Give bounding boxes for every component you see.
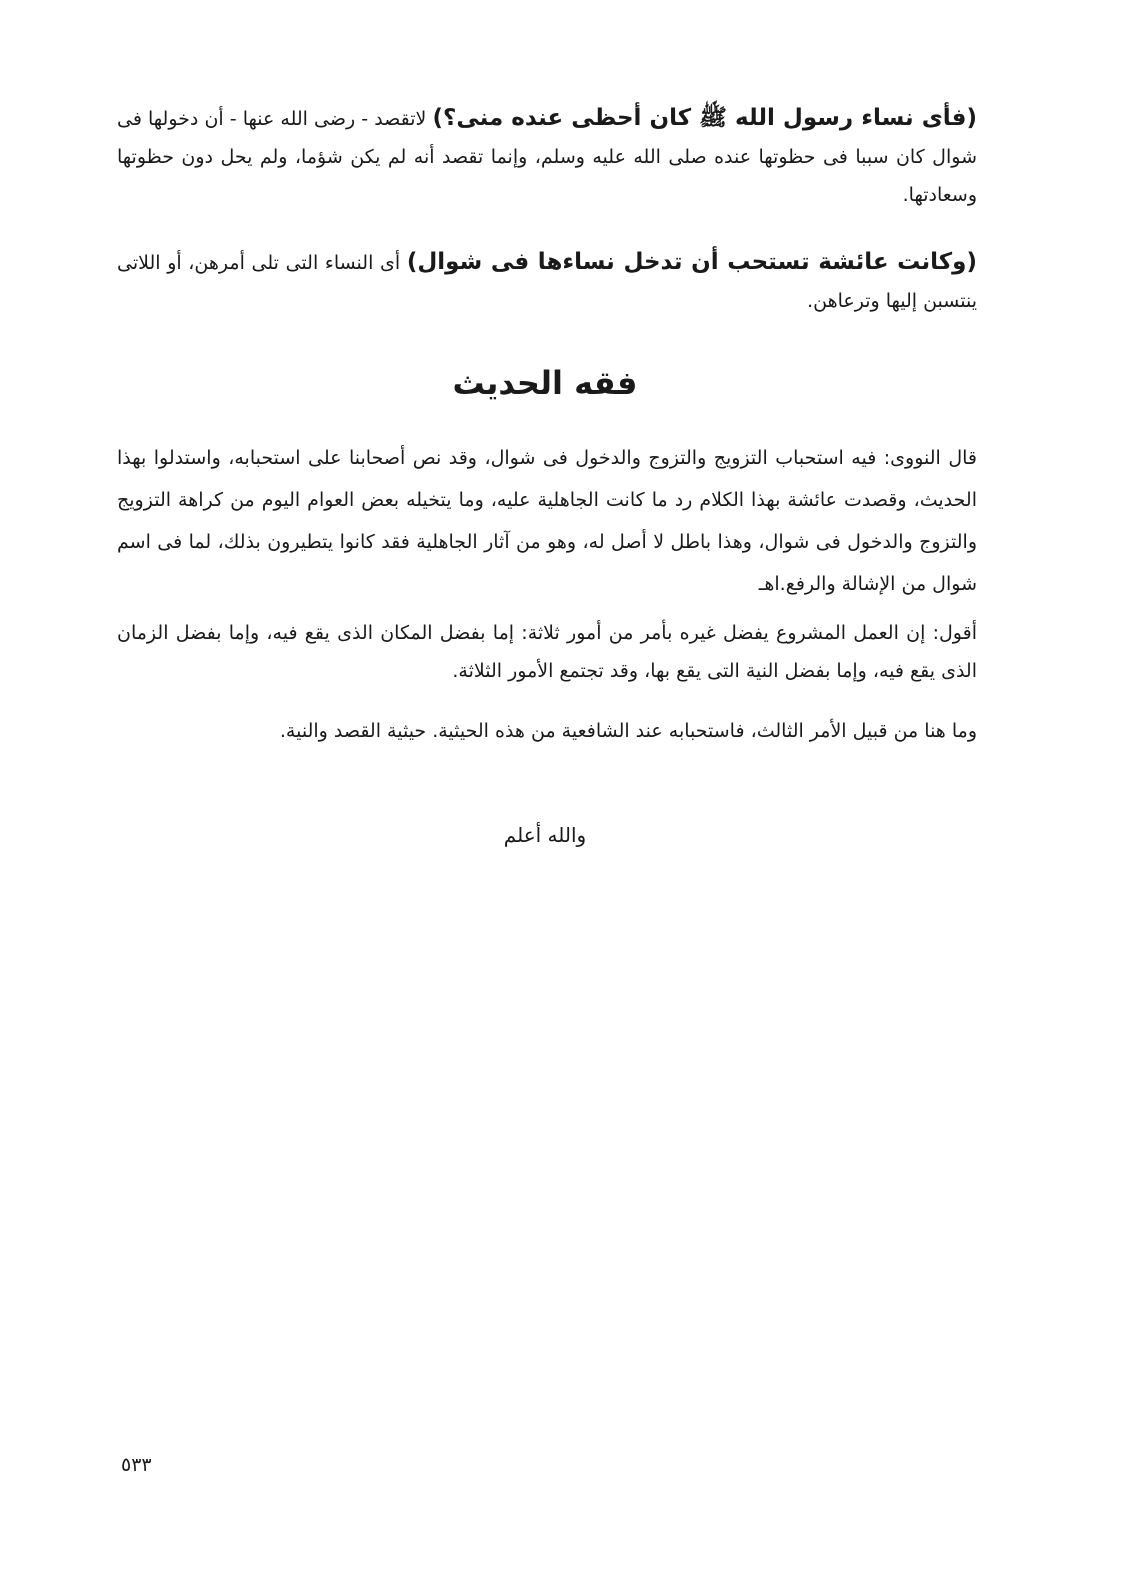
commentary-text-2: أى النساء التى تلى أمرهن، أو اللاتى ينتسبن إليها وترعاهن.	[117, 252, 977, 312]
paragraph-hadith-explanation-2	[117, 243, 977, 320]
paragraph-hadith-explanation-1	[117, 99, 977, 214]
paragraph-author-opinion: أقول: إن العمل المشروع يفضل غيره بأمر من أمور ثلاثة: إما بفضل المكان الذى يقع فيه، وإما بفضل الزمان الذى يقع فيه، وإما بفضل النية التى يقع بها، وقد تجتمع الأمور الثلاثة.	[117, 622, 977, 682]
page-number: ٥٣٣	[121, 1454, 152, 1476]
section-heading: فقه الحديث	[452, 364, 638, 402]
quoted-hadith-phrase-1: (فأى نساء رسول الله ﷺ كان أحظى عنده منى؟)	[432, 105, 977, 131]
commentary-text-1: لاتقصد - رضى الله عنها - أن دخولها فى شوال كان سببا فى حظوتها عنده صلى الله عليه وسلم، وإنما تقصد أنه لم يكن شؤما، ولم يحل دون حظوتها وسعادتها.	[117, 108, 977, 206]
paragraph-nawawi-quote: قال النووى: فيه استحباب التزويج والتزوج والدخول فى شوال، وقد نص أصحابنا على استحبابه، واستدلوا بهذا الحديث، وقصدت عائشة بهذا الكلام رد ما كانت الجاهلية عليه، وما يتخيله بعض العوام اليوم من كراهة التزويج والتزوج والدخول فى شوال، وهذا باطل لا أصل له، وهو من آثار الجاهلية فقد كانوا يتطيرون بذلك، لما فى اسم شوال من الإشالة والرفع.اهـ	[117, 447, 977, 595]
closing-phrase: والله أعلم	[503, 823, 587, 847]
paragraph-conclusion: وما هنا من قبيل الأمر الثالث، فاستحبابه عند الشافعية من هذه الحيثية. حيثية القصد والنية.	[279, 720, 977, 742]
quoted-hadith-phrase-2: (وكانت عائشة تستحب أن تدخل نساءها فى شوال)	[406, 249, 977, 275]
